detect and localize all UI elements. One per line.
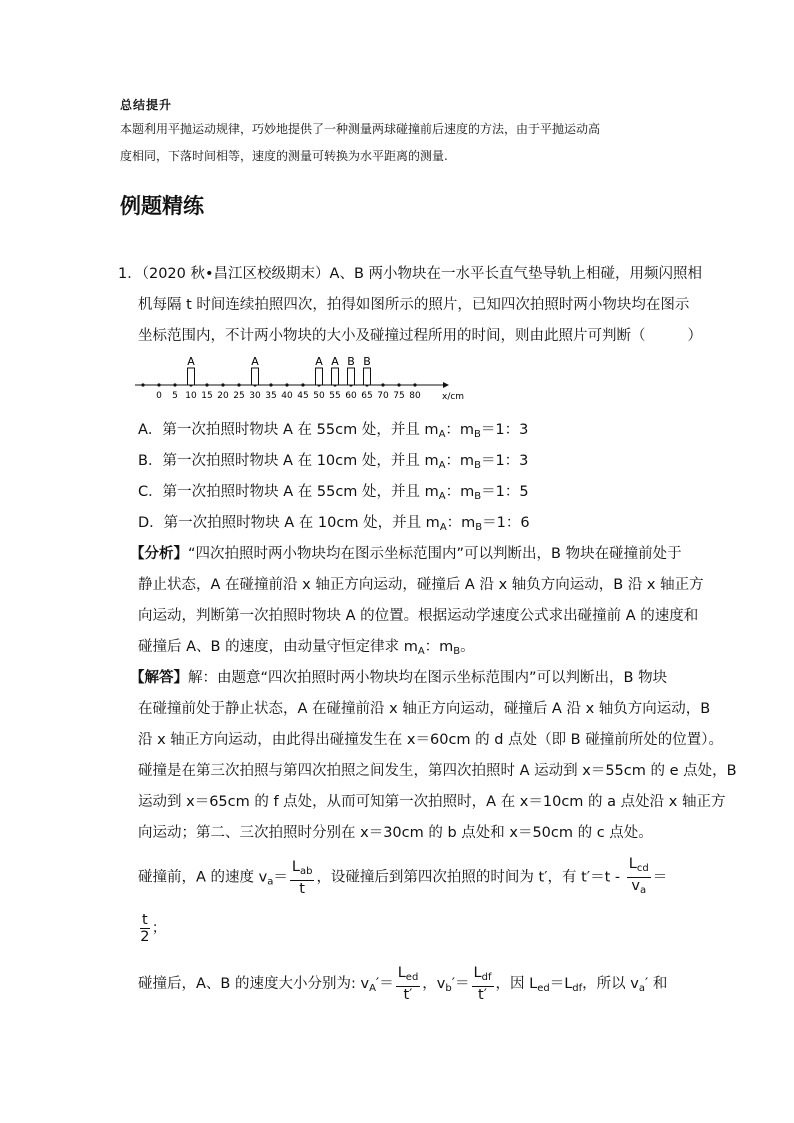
tick-label: 20: [217, 391, 229, 401]
option-a[interactable]: A．第一次拍照时物块 A 在 55cm 处，并且 $m_A$：$m_B=1$：3: [138, 422, 529, 440]
answer-line-6: 向运动；第二、三次拍照时分别在 x＝30cm 的 b 点处和 x＝50cm 的 c 点处。: [138, 825, 653, 841]
tick-label: 35: [265, 391, 277, 401]
block-label: A: [331, 355, 339, 368]
summary-title: 总结提升: [120, 98, 173, 112]
answer-line-3: 沿 x 轴正方向运动，由此得出碰撞发生在 x＝60cm 的 d 点处（即 B 碰撞前所处的位置）。: [138, 732, 723, 748]
block-label: A: [315, 355, 323, 368]
tick-label: 10: [185, 391, 197, 401]
question-number: 1．: [118, 266, 142, 282]
block-a: [252, 368, 259, 385]
summary-line-1: 本题利用平抛运动规律，巧妙地提供了一种测量两球碰撞前后速度的方法，由于平抛运动高: [120, 122, 601, 136]
tick-mark: [413, 383, 416, 386]
answer-line-2: 在碰撞前处于静止状态，A 在碰撞前沿 x 轴正方向运动，碰撞后 A 沿 x 轴负方向运动，B: [138, 701, 711, 717]
axis-label: x/cm: [442, 392, 465, 402]
block-b: [364, 368, 371, 385]
tick-mark: [157, 383, 160, 386]
axis-arrow-icon: [443, 382, 449, 388]
question-line-3: 坐标范围内，不计两小物块的大小及碰撞过程所用的时间，则由此照片可判断（ ）: [138, 328, 702, 344]
tick-mark: [301, 383, 304, 386]
block-a: [188, 368, 195, 385]
tick-label: 55: [329, 391, 341, 401]
analysis-line-4: 碰撞后 A、B 的速度，由动量守恒定律求 $m_A$：$m_B$。: [138, 639, 475, 657]
position-figure: [135, 352, 475, 402]
answer-label: 【解答】: [130, 670, 188, 686]
block-b: [348, 368, 355, 385]
answer-line-4: 碰撞是在第三次拍照与第四次拍照之间发生，第四次拍照时 A 运动到 x＝55cm 的 e 点处，B: [138, 763, 737, 779]
tick-label: 70: [377, 391, 389, 401]
block-label: A: [187, 355, 195, 368]
analysis-line-2: 静止状态，A 在碰撞前沿 x 轴正方向运动，碰撞后 A 沿 x 轴负方向运动，B 沿 x 轴正方: [138, 577, 704, 593]
option-b[interactable]: B．第一次拍照时物块 A 在 10cm 处，并且 $m_A$：$m_B=1$：3: [138, 453, 529, 471]
block-label: B: [363, 355, 371, 368]
tick-label: 25: [233, 391, 245, 401]
tick-mark: [397, 383, 400, 386]
tick-label: 75: [393, 391, 405, 401]
block-a: [332, 368, 339, 385]
option-d[interactable]: D．第一次拍照时物块 A 在 10cm 处，并且 $m_A$：$m_B=1$：6: [138, 515, 530, 533]
tick-mark: [221, 383, 224, 386]
section-title: 例题精练: [120, 194, 204, 218]
tick-label: 65: [361, 391, 373, 401]
tick-mark: [285, 383, 288, 386]
tick-label: 80: [409, 391, 421, 401]
tick-mark: [237, 383, 240, 386]
analysis-label: 【分析】: [130, 546, 188, 562]
block-label: A: [251, 355, 259, 368]
tick-label: 45: [297, 391, 309, 401]
tick-label: 50: [313, 391, 325, 401]
answer-line-5: 运动到 x＝65cm 的 f 点处，从而可知第一次拍照时，A 在 x＝10cm 的 a 点处沿 x 轴正方: [138, 794, 726, 810]
tick-label: 0: [156, 391, 162, 401]
summary-line-2: 度相同，下落时间相等，速度的测量可转换为水平距离的测量.: [120, 149, 448, 163]
block-a: [316, 368, 323, 385]
block-label: B: [347, 355, 355, 368]
answer-formula-after: 碰撞后，A、B 的速度大小分别为: $v_A'=$ $\frac{L_{ed}}{t'}$ ，$v_b'=$ $\frac{L_{df}}{t'}$ ，因 $L_{ed}=L_{df}$，所以 $v_a'$ 和: [138, 965, 668, 1003]
tick-label: 60: [345, 391, 357, 401]
analysis-line-3: 向运动，判断第一次拍照时物块 A 的位置。根据运动学速度公式求出碰撞前 A 的速度和: [138, 608, 699, 624]
tick-label: 5: [172, 391, 178, 401]
tick-label: 30: [249, 391, 261, 401]
tick-label: 15: [201, 391, 213, 401]
tick-mark: [269, 383, 272, 386]
analysis-line-1: 【分析】“四次拍照时两小物块均在图示坐标范围内”可以判断出，B 物块在碰撞前处于: [130, 546, 682, 562]
tick-mark: [141, 383, 144, 386]
question-line-1: 1．（2020 秋•昌江区校级期末）A、B 两小物块在一水平长直气垫导轨上相碰，用频闪照相: [118, 266, 703, 282]
tick-label: 40: [281, 391, 293, 401]
answer-formula-half: $\frac{t}{2}$ ；: [140, 912, 167, 945]
tick-mark: [205, 383, 208, 386]
question-line-2: 机每隔 t 时间连续拍照四次，拍得如图所示的照片，已知四次拍照时两小物块均在图示: [138, 297, 690, 313]
tick-mark: [381, 383, 384, 386]
option-c[interactable]: C．第一次拍照时物块 A 在 55cm 处，并且 $m_A$：$m_B=1$：5: [138, 484, 529, 502]
answer-formula-before: 碰撞前，A 的速度 $v_a=$ $\frac{L_{ab}}{t}$ ，设碰撞后到第四次拍照的时间为 t′，有 t′＝t - $\frac{L_{cd}}{v_a}$ ＝: [138, 856, 668, 897]
tick-mark: [173, 383, 176, 386]
answer-line-1: 【解答】解：由题意“四次拍照时两小物块均在图示坐标范围内”可以判断出，B 物块: [130, 670, 668, 686]
